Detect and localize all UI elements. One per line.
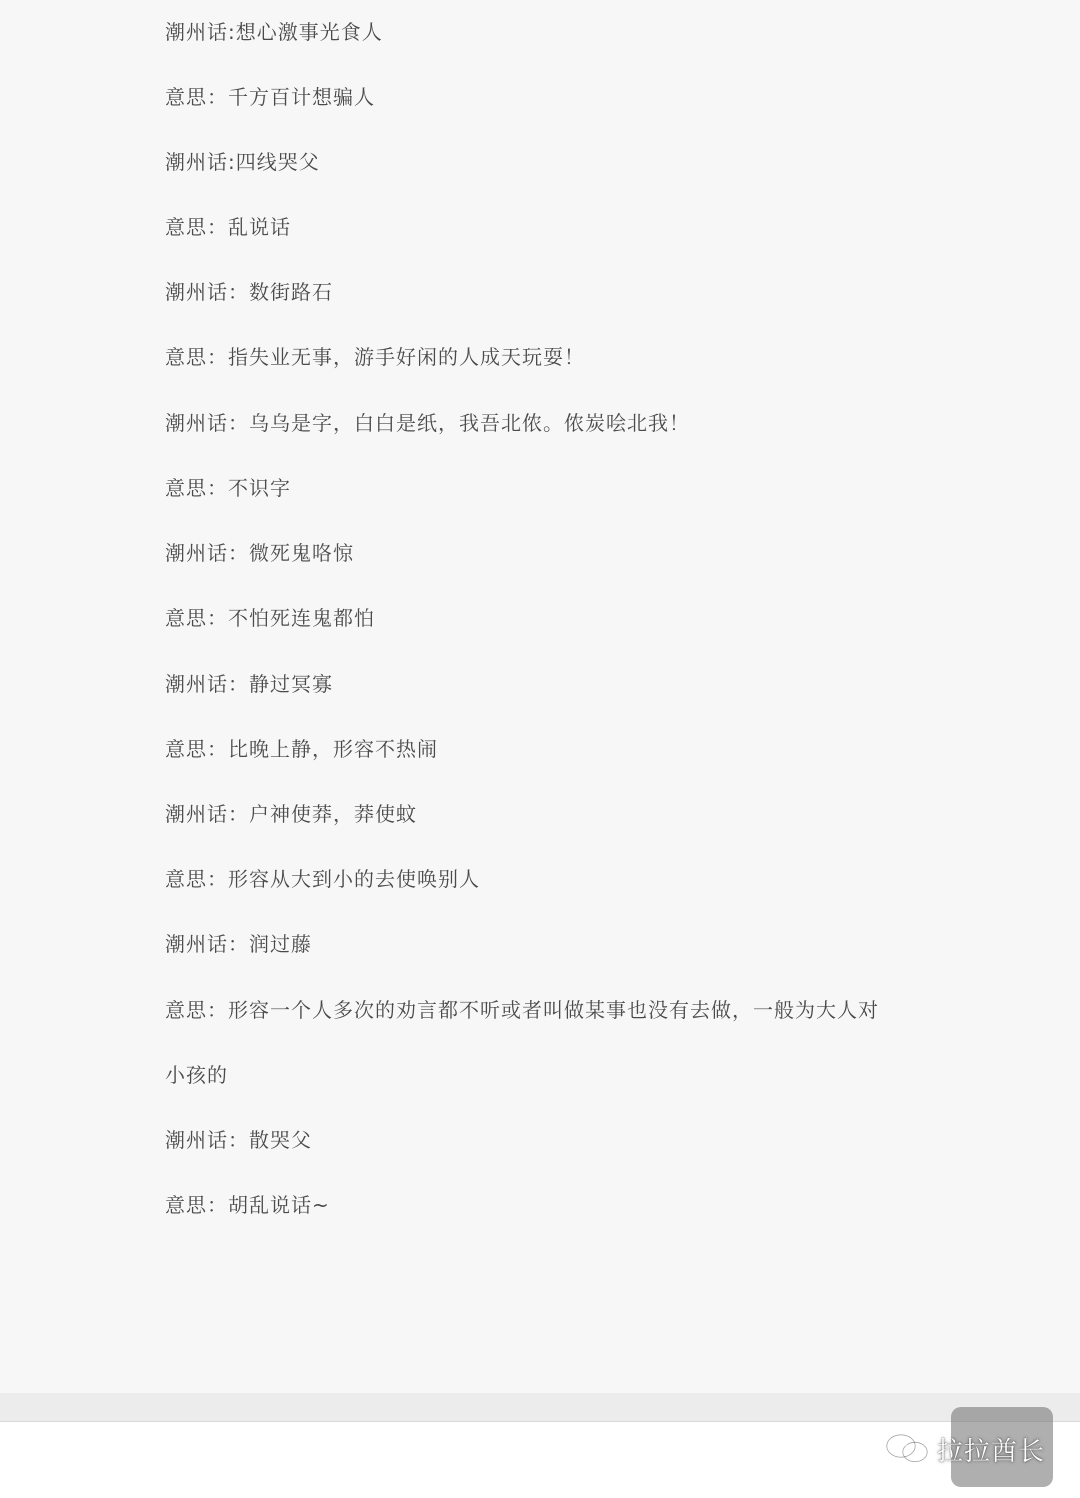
section-divider xyxy=(0,1393,1080,1421)
text-line: 潮州话：散哭父 xyxy=(165,1128,312,1152)
text-line: 意思：比晚上静，形容不热闹 xyxy=(165,737,438,761)
text-line: 潮州话:想心激事光食人 xyxy=(165,20,383,44)
text-line: 意思：形容从大到小的去使唤别人 xyxy=(165,867,480,891)
wechat-icon xyxy=(885,1432,929,1466)
watermark-text: 拉拉酋长 xyxy=(937,1436,1046,1467)
text-line: 潮州话：户神使莽，莽使蚊 xyxy=(165,802,417,826)
text-line: 意思：指失业无事，游手好闲的人成天玩耍！ xyxy=(165,345,585,369)
text-line: 意思：不识字 xyxy=(165,476,291,500)
text-line: 潮州话：微死鬼咯惊 xyxy=(165,541,354,565)
text-line: 潮州话：静过冥寡 xyxy=(165,672,333,696)
watermark xyxy=(885,1428,1045,1470)
text-line: 意思：千方百计想骗人 xyxy=(165,85,375,109)
text-line: 意思：形容一个人多次的劝言都不听或者叫做某事也没有去做，一般为大人对 xyxy=(165,998,879,1022)
text-line: 意思：胡乱说话~ xyxy=(165,1193,330,1217)
text-line: 潮州话：润过藤 xyxy=(165,932,312,956)
text-line: 意思：乱说话 xyxy=(165,215,291,239)
text-line: 潮州话：数街路石 xyxy=(165,280,333,304)
text-line: 意思：不怕死连鬼都怕 xyxy=(165,606,375,630)
text-line: 小孩的 xyxy=(165,1063,228,1087)
text-line: 潮州话:四线哭父 xyxy=(165,150,320,174)
text-line: 潮州话：乌乌是字，白白是纸，我吾北侬。侬炭哙北我！ xyxy=(165,411,690,435)
